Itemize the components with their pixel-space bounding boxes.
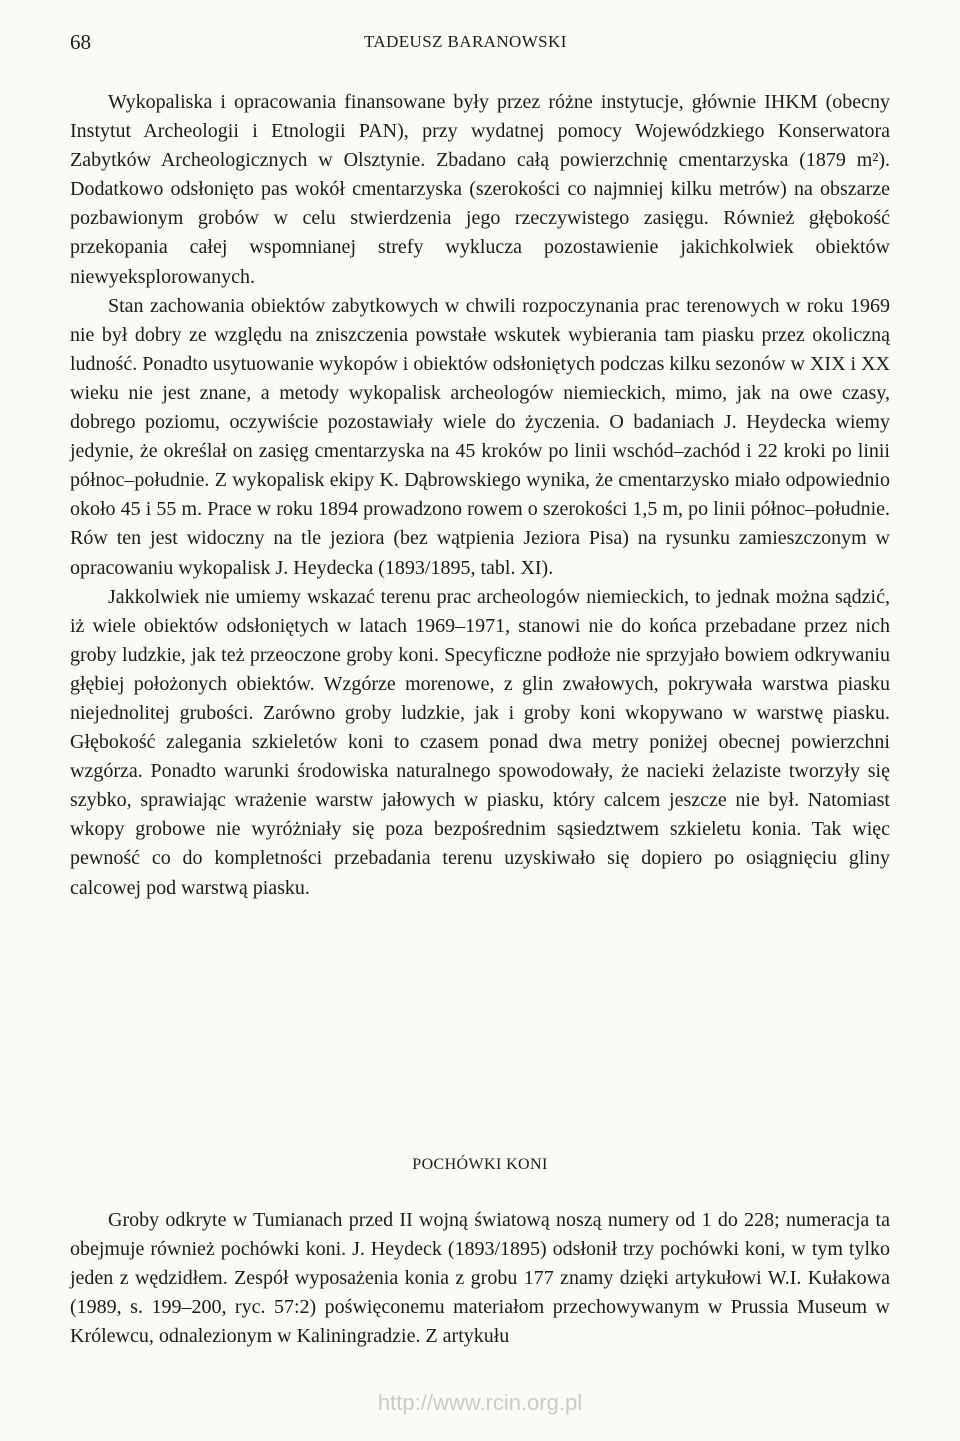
paragraph-excavation-area: Jakkolwiek nie umiemy wskazać terenu prac archeologów niemieckich, to jednak można sądzić, iż wiele obiektów odsłoniętych w latach 1969–1971, stanowi nie do końca przebadane przez nich groby ludzkie, jak też przeoczone groby koni. Specyficzne podłoże nie sprzyjało bowiem odkrywaniu głębiej położonych obiektów. Wzgórze morenowe, z glin zwałowych, pokrywała warstwa piasku niejednolitej grubości. Zarówno groby ludzkie, jak i groby koni wkopywano w warstwę piasku. Głębokość zalegania szkieletów koni to czasem ponad dwa metry poniżej obecnej powierzchni wzgórza. Ponadto warunki środowiska naturalnego spowodowały, że nacieki żelaziste tworzyły się szybko, sprawiając wrażenie warstw jałowych w piasku, który calcem jeszcze nie był. Natomiast wkopy grobowe nie wyróżniały się poza bezpośrednim sąsiedztwem szkieletu konia. Tak więc pewność co do kompletności przebadania terenu uzyskiwało się dopiero po osiągnięciu gliny calcowej pod warstwą piasku. — [70, 585, 890, 899]
paragraph-funding: Wykopaliska i opracowania finansowane były przez różne instytucje, głównie IHKM (obecny Instytut Archeologii i Etnologii PAN), przy wydatnej pomocy Wojewódzkiego Konserwatora Zabytków Archeologicznych w Olsztynie. Zbadano całą powierzchnię cmentarzyska (1879 m²). Dodatkowo odsłonięto pas wokół cmentarzyska (szerokości co najmniej kilku metrów) na obszarze pozbawionym grobów w celu stwierdzenia jego rzeczywistego zasięgu. Również głębokość przekopania całej wspomnianej strefy wyklucza pozostawienie jakichkolwiek obiektów niewyeksplorowanych. — [70, 91, 890, 288]
page-header — [0, 30, 960, 60]
page-number: 68 — [70, 30, 91, 54]
paragraph-horse-burials: Groby odkryte w Tumianach przed II wojną światową noszą numery od 1 do 228; numeracja ta obejmuje również pochówki koni. J. Heydeck (1893/1895) odsłonił trzy pochówki koni, w tym tylko jeden z wędzidłem. Zespół wyposażenia konia z grobu 177 znamy dzięki artykułowi W.I. Kułakowa (1989, s. 199–200, ryc. 57:2) poświęconemu materiałom przechowywanym w Prussia Museum w Królewcu, odnalezionym w Kaliningradzie. Z artykułu — [70, 1209, 890, 1348]
watermark-url: http://www.rcin.org.pl — [377, 1390, 583, 1415]
running-head: TADEUSZ BARANOWSKI — [364, 32, 567, 51]
section-body — [70, 1206, 890, 1351]
paragraph-preservation: Stan zachowania obiektów zabytkowych w chwili rozpoczynania prac terenowych w roku 1969 nie był dobry ze względu na zniszczenia powstałe wskutek wybierania tam piasku przez okoliczną ludność. Ponadto usytuowanie wykopów i obiektów odsłoniętych podczas kilku sezonów w XIX i XX wieku nie jest znane, a metody wykopalisk archeologów niemieckich, mimo, jak na owe czasy, dobrego poziomu, oczywiście pozostawiały wiele do życzenia. O badaniach J. Heydecka wiemy jedynie, że określał on zasięg cmentarzyska na 45 kroków po linii wschód–zachód i 22 kroki po linii północ–południe. Z wykopalisk ekipy K. Dąbrowskiego wynika, że cmentarzysko miało odpowiednio około 45 i 55 m. Prace w roku 1894 prowadzono rowem o szerokości 1,5 m, po linii północ–południe. Rów ten jest widoczny na tle jeziora (bez wątpienia Jeziora Pisa) na rysunku zamieszczonym w opracowaniu wykopalisk J. Heydecka (1893/1895, tabl. XI). — [70, 294, 890, 579]
body-text — [70, 88, 890, 903]
section-heading: POCHÓWKI KONI — [412, 1156, 548, 1173]
